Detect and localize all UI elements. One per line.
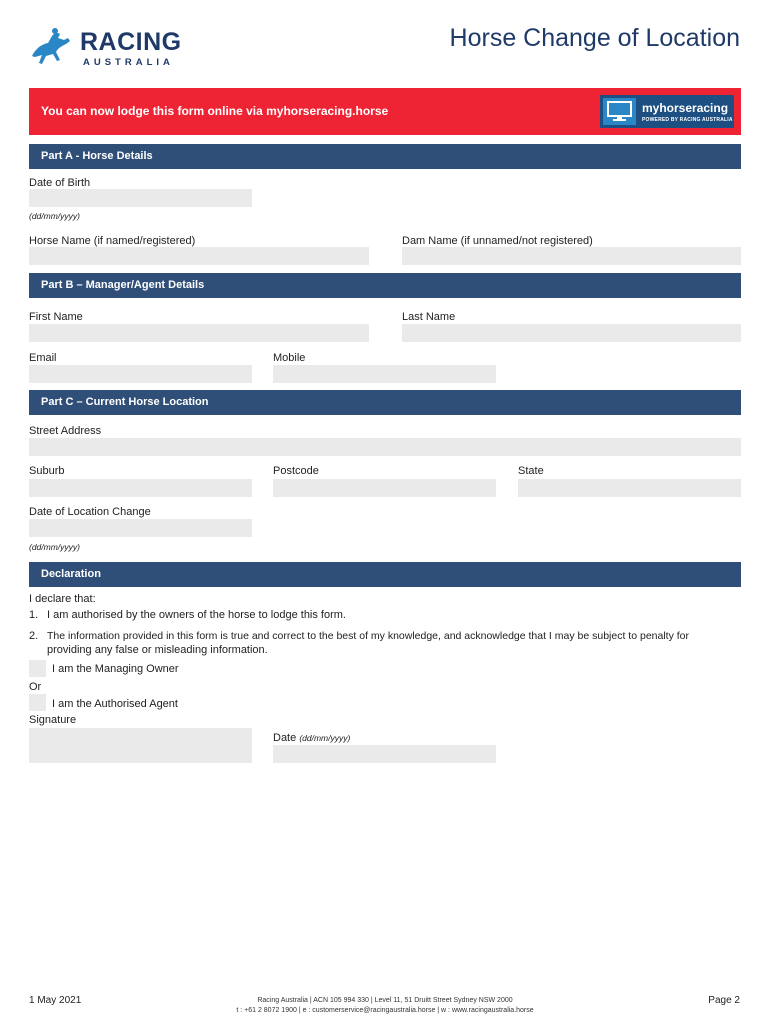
myhorseracing-link[interactable] — [600, 95, 734, 128]
section-declaration — [29, 562, 741, 587]
signature-date-label-row — [273, 731, 350, 745]
section-part-c — [29, 390, 741, 415]
section-part-b — [29, 273, 741, 298]
postcode-field[interactable] — [273, 479, 496, 497]
last-name-field[interactable] — [402, 324, 741, 342]
dam-name-field[interactable] — [402, 247, 741, 265]
state-label: State — [518, 465, 544, 477]
horse-name-field[interactable] — [29, 247, 369, 265]
section-title: Part A - Horse Details — [41, 150, 153, 162]
myhorseracing-sub: POWERED BY RACING AUSTRALIA — [642, 117, 733, 123]
logo-racing-text: RACING — [80, 28, 182, 56]
dob-hint: (dd/mm/yyyy) — [29, 211, 80, 221]
section-title: Part C – Current Horse Location — [41, 396, 209, 408]
first-name-label: First Name — [29, 311, 83, 323]
myhorseracing-brand: myhorseracing — [642, 101, 729, 115]
location-change-date-field[interactable] — [29, 519, 252, 537]
authorised-agent-label: I am the Authorised Agent — [52, 698, 178, 710]
section-part-a — [29, 144, 741, 169]
street-address-label: Street Address — [29, 425, 102, 437]
declaration-item-2-line-1: The information provided in this form is true and correct to the best of my knowledge, and acknowledge that I may be subject to penalty for — [47, 630, 690, 642]
footer-page-number: Page 2 — [708, 995, 740, 1006]
section-title: Declaration — [41, 568, 101, 580]
monitor-icon — [603, 98, 636, 125]
postcode-label: Postcode — [273, 465, 319, 477]
declaration-intro: I declare that: — [29, 593, 96, 605]
mobile-field[interactable] — [273, 365, 496, 383]
dob-field[interactable] — [29, 189, 252, 207]
footer-date: 1 May 2021 — [29, 995, 82, 1006]
declaration-item-1-number: 1. — [29, 609, 39, 621]
footer-address: Racing Australia | ACN 105 994 330 | Level 11, 51 Druitt Street Sydney NSW 2000 — [257, 997, 513, 1004]
logo-australia-text: AUSTRALIA — [83, 57, 174, 68]
page-title: Horse Change of Location — [449, 24, 740, 52]
managing-owner-label: I am the Managing Owner — [52, 663, 179, 675]
suburb-label: Suburb — [29, 465, 65, 477]
managing-owner-checkbox[interactable] — [29, 660, 46, 677]
signature-date-field[interactable] — [273, 745, 496, 763]
authorised-agent-checkbox[interactable] — [29, 694, 46, 711]
signature-date-hint: (dd/mm/yyyy) — [299, 733, 351, 743]
signature-date-label: Date — [273, 732, 297, 744]
dam-name-label: Dam Name (if unnamed/not registered) — [402, 235, 593, 247]
mobile-label: Mobile — [273, 352, 306, 364]
footer-contact-details: t : +61 2 8072 1900 | e : customerservice@racingaustralia.horse | w : www.racingaustralia.horse — [236, 1007, 534, 1014]
suburb-field[interactable] — [29, 479, 252, 497]
email-field[interactable] — [29, 365, 252, 383]
footer-contact — [0, 996, 770, 1016]
signature-field[interactable] — [29, 728, 252, 763]
declaration-item-2-line-2: providing any false or misleading information. — [47, 644, 268, 656]
location-change-date-label: Date of Location Change — [29, 506, 151, 518]
declaration-item-1: I am authorised by the owners of the horse to lodge this form. — [47, 609, 346, 621]
online-lodge-banner — [29, 88, 741, 135]
declaration-item-2-number: 2. — [29, 630, 39, 642]
first-name-field[interactable] — [29, 324, 369, 342]
section-title: Part B – Manager/Agent Details — [41, 279, 205, 291]
or-label: Or — [29, 681, 42, 693]
racing-australia-logo — [28, 26, 186, 72]
email-label: Email — [29, 352, 57, 364]
state-field[interactable] — [518, 479, 741, 497]
dob-label: Date of Birth — [29, 177, 91, 189]
last-name-label: Last Name — [402, 311, 456, 323]
location-change-date-hint: (dd/mm/yyyy) — [29, 542, 80, 552]
horse-name-label: Horse Name (if named/registered) — [29, 235, 196, 247]
street-address-field[interactable] — [29, 438, 741, 456]
horse-jockey-icon — [28, 26, 74, 72]
signature-label: Signature — [29, 714, 77, 726]
banner-text: You can now lodge this form online via myhorseracing.horse — [41, 104, 389, 118]
